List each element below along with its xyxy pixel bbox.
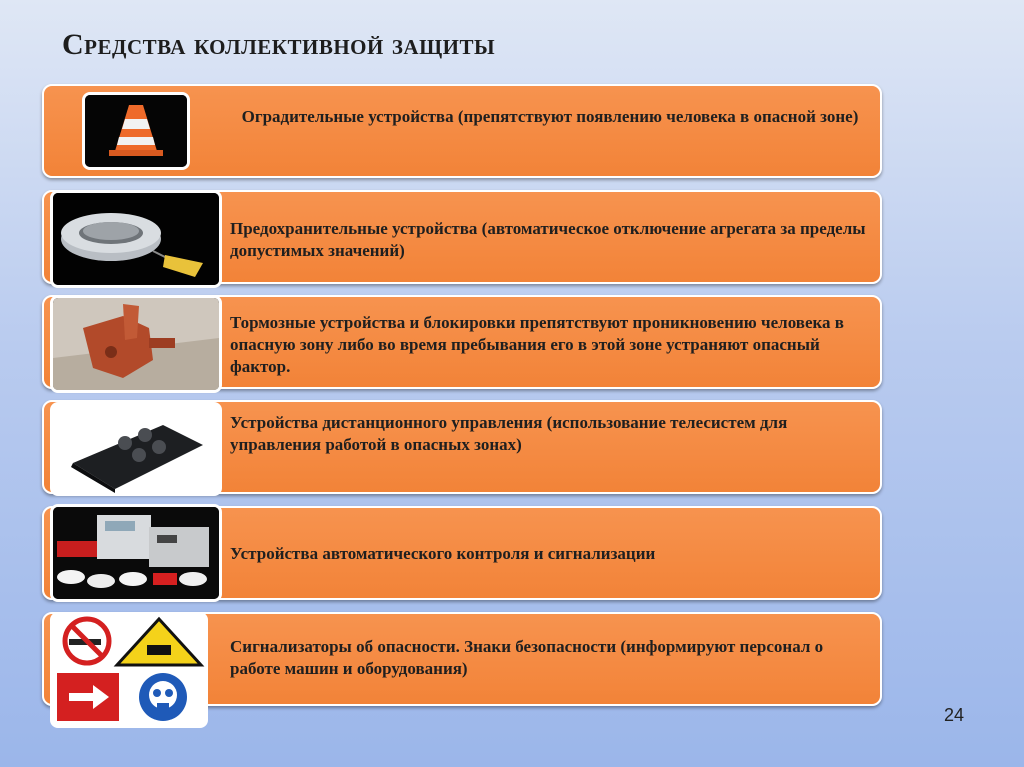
list-item-remote-control <box>42 400 882 494</box>
alarm-control-panel-icon <box>50 504 222 602</box>
list-item-danger-signals <box>42 612 882 706</box>
item-text: Устройства дистанционного управления (использование телесистем для управления работой в опасных зонах) <box>230 413 788 454</box>
traffic-cone-icon <box>82 92 190 170</box>
item-text: Тормозные устройства и блокировки препятствуют проникновению человека в опасную зону либо во время пребывания его в этой зоне устраняют опасный фактор. <box>230 313 844 376</box>
page-number: 24 <box>943 705 964 725</box>
remote-control-icon <box>50 402 222 496</box>
brake-device-icon <box>50 295 222 393</box>
item-text: Оградительные устройства (препятствуют появлению человека в опасной зоне) <box>241 107 859 126</box>
safety-device-icon <box>50 190 222 288</box>
list-item-fencing-devices <box>42 84 882 178</box>
safety-signs-icon <box>50 612 208 728</box>
list-item-automatic-control <box>42 506 882 600</box>
list-item-brake-devices <box>42 295 882 389</box>
item-text: Предохранительные устройства (автоматическое отключение агрегата за пределы допустимых значений) <box>230 219 866 260</box>
list-item-safety-devices <box>42 190 882 284</box>
item-text: Сигнализаторы об опасности. Знаки безопасности (информируют персонал о работе машин и оборудования) <box>230 637 824 678</box>
slide-title: Средства коллективной защиты <box>62 28 496 61</box>
item-text: Устройства автоматического контроля и сигнализации <box>230 544 656 563</box>
